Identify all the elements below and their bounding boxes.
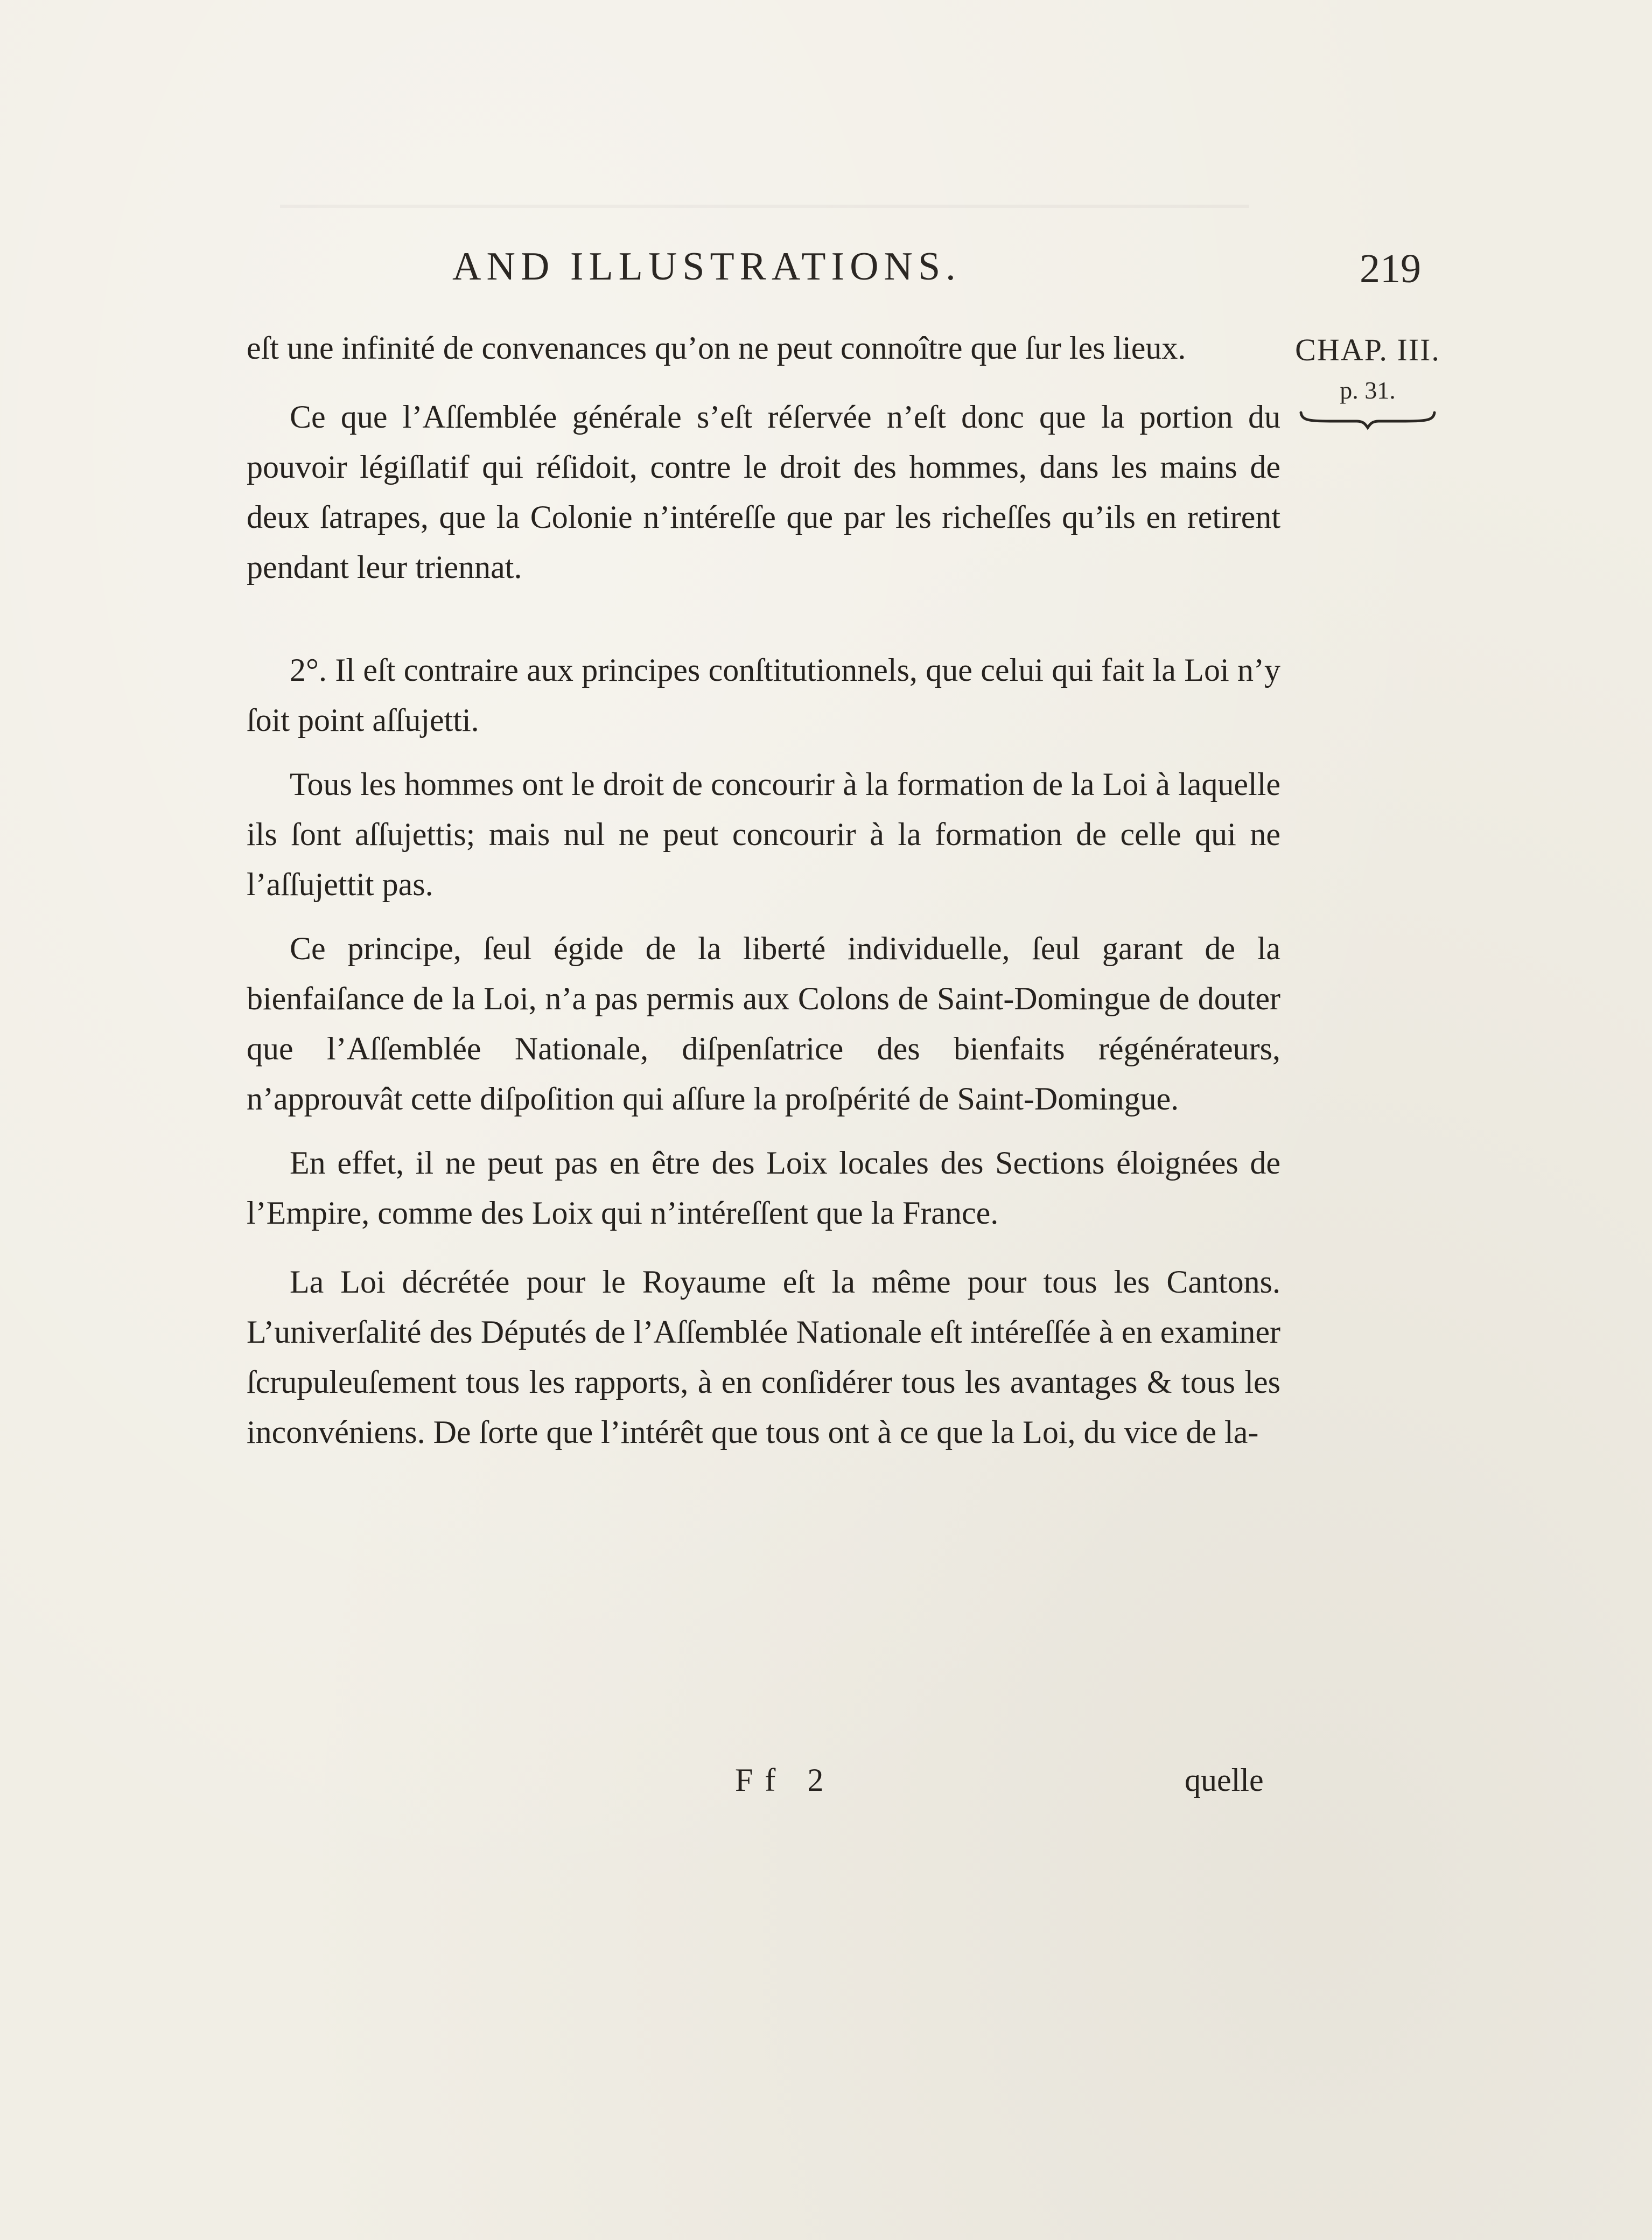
- body-text: [247, 323, 1280, 1457]
- curly-brace-icon: [1298, 409, 1438, 431]
- paragraph-5: Ce principe, ſeul égide de la liberté individuelle, ſeul garant de la bienfaiſance de la Loi, n’a pas permis aux Colons de Saint-Domingue de douter que l’Aſſemblée Nationale, diſpenſatrice des bienfaits régénérateurs, n’approuvât cette diſpoſition qui aſſure la proſpérité de Saint-Domingue.: [247, 931, 1280, 1116]
- running-head: AND ILLUSTRATIONS.: [452, 245, 961, 289]
- page-footer: [0, 1756, 1652, 1804]
- show-through-mark: [280, 205, 1249, 208]
- catchword: quelle: [1185, 1762, 1264, 1798]
- paragraph-7: La Loi décrétée pour le Royaume eſt la même pour tous les Cantons. L’univerſalité des Députés de l’Aſſemblée Nationale eſt intéreſſée à en examiner ſcrupuleuſement tous les rapports, à en conſidérer tous les avantages & tous les inconvéniens. De ſorte que l’intérêt que tous ont à ce que la Loi, du vice de la-: [247, 1264, 1280, 1450]
- signature-mark: Ff 2: [735, 1762, 836, 1798]
- margin-note: [1287, 329, 1448, 431]
- paragraph-1: eſt une infinité de convenances qu’on ne peut connoître que ſur les lieux.: [247, 330, 1186, 366]
- page-header: [0, 240, 1652, 294]
- paragraph-6: En effet, il ne peut pas en être des Loix locales des Sections éloignées de l’Empire, comme des Loix qui n’intéreſſent que la France.: [247, 1145, 1280, 1231]
- paragraph-3: 2°. Il eſt contraire aux principes conſtitutionnels, que celui qui fait la Loi n’y ſoit point aſſujetti.: [247, 652, 1280, 738]
- paragraph-2: Ce que l’Aſſemblée générale s’eſt réſervée n’eſt donc que la portion du pouvoir légiſlatif qui réſidoit, contre le droit des hommes, dans les mains de deux ſatrapes, que la Colonie n’intéreſſe que par les richeſſes qu’ils en retirent pendant leur triennat.: [247, 399, 1280, 585]
- margin-page-reference: p. 31.: [1340, 376, 1396, 404]
- margin-chapter: CHAP. III.: [1295, 332, 1440, 367]
- page-number: 219: [1360, 246, 1421, 291]
- paragraph-4: Tous les hommes ont le droit de concourir à la formation de la Loi à laquelle ils ſont aſſujettis; mais nul ne peut concourir à la formation de celle qui ne l’aſſujettit pas.: [247, 766, 1280, 902]
